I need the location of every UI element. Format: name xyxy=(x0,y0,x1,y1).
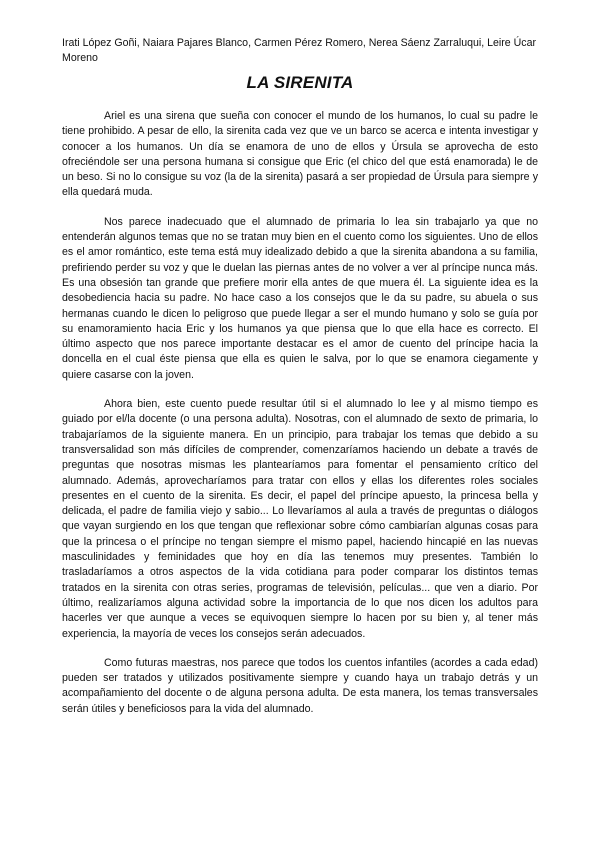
document-body xyxy=(62,109,538,731)
paragraph-conclusion: Como futuras maestras, nos parece que todos los cuentos infantiles (acordes a cada edad) pueden ser tratados y utilizados positivamente siempre y cuando haya un trabajo detrás y un acompañamiento del docente o de alguna persona adulta. De esta manera, los temas transversales serán útiles y beneficiosos para la vida del alumnado. xyxy=(62,656,538,715)
paragraph-concerns: Nos parece inadecuado que el alumnado de primaria lo lea sin trabajarlo ya que no entenderán algunos temas que no se tratan muy bien en el cuento como los siguientes. Uno de ellos es el amor romántico, este tema está muy idealizado debido a que la sirenita abandona a su familia, prefiriendo perder su voz y que le duelan las piernas antes de no volver a ver al príncipe nunca más. Es una obsesión tan grande que prefiere morir ella antes de que muera él. La siguiente idea es la desobediencia hacia su padre. No hace caso a los consejos que le da su padre, su abuela o sus hermanas cuando le dicen lo peligroso que puede llegar a ser el mundo humano y solo se guía por su enamoramiento hacia Eric y los humanos ya que piensa que lo que ella hace es correcto. El último aspecto que nos parece importante destacar es el amor de cuento del príncipe hacia la doncella en el cual éste piensa que ella es quien le salva, por lo que se enamora ciegamente y quiere casarse con la joven. xyxy=(62,215,538,381)
paragraph-teaching-approach: Ahora bien, este cuento puede resultar útil si el alumnado lo lee y al mismo tiempo es guiado por el/la docente (o una persona adulta). Nosotras, con el alumnado de sexto de primaria, lo trabajaríamos de la siguiente manera. En un principio, para trabajar los temas que debido a su transversalidad son más difíciles de comprender, comenzaríamos haciendo un debate a través de preguntas que nosotras mismas les plantearíamos para fomentar el pensamiento crítico del alumnado. Además, aprovecharíamos para tratar con ellos y ellas los diferentes roles sociales presentes en el cuento de la sirenita. Es decir, el papel del príncipe apuesto, la princesa bella y delicada, el padre de familia viejo y sabio... Lo llevaríamos al aula a través de preguntas o diálogos que vayan surgiendo en los que tengan que reflexionar sobre cómo cambiarían algunas cosas para que la princesa o el príncipe no tengan siempre el mismo papel, haciendo hincapié en las nuevas masculinidades y feminidades que hoy en día las tenemos muy presentes. También lo trasladaríamos a otros aspectos de la vida cotidiana para poder comparar los distintos temas tratados en la sirenita con otras series, programas de televisión, películas... que ven a diario. Por último, realizaríamos alguna actividad sobre la importancia de lo que nos dicen los adultos para hacerles ver que aunque a veces se equivoquen siempre lo hacen por su bien y, al tener más experiencia, la mayoría de veces los consejos serán adecuados. xyxy=(62,398,538,640)
document-title: LA SIRENITA xyxy=(246,73,354,92)
authors-line: Irati López Goñi, Naiara Pajares Blanco, Carmen Pérez Romero, Nerea Sáenz Zarraluqui, Leire Úcar Moreno xyxy=(62,37,536,64)
paragraph-summary: Ariel es una sirena que sueña con conocer el mundo de los humanos, lo cual su padre le tiene prohibido. A pesar de ello, la sirenita cada vez que ve un barco se acerca e intenta investigar y conocer a los humanos. Un día se enamora de uno de ellos y Úrsula se aprovecha de esto ofreciéndole ser una persona humana si consigue que Eric (el chico del que está enamorada) le de un beso. Si no lo consigue su voz (la de la sirenita) pasará a ser propiedad de Úrsula para siempre y ella quedará muda. xyxy=(62,110,538,199)
